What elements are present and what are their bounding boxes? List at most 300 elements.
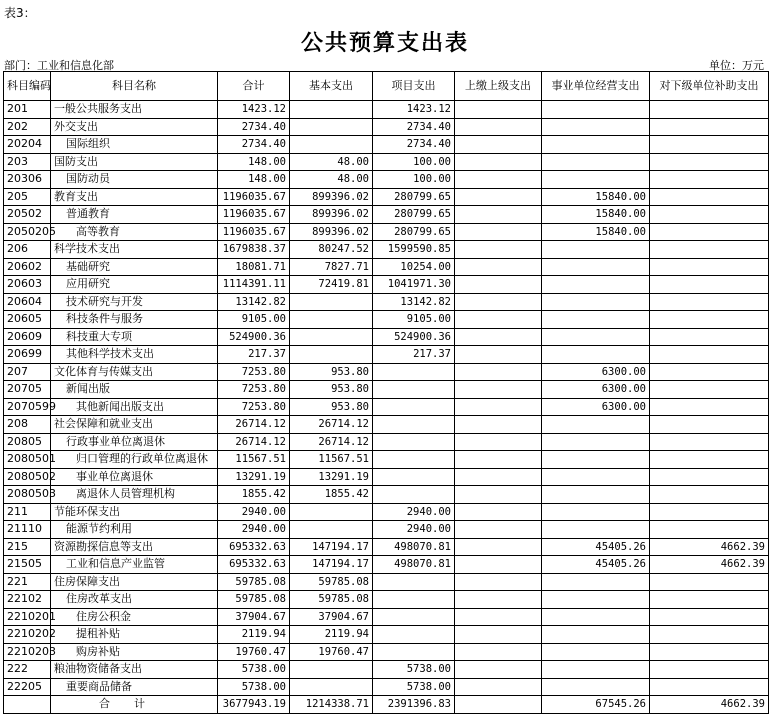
project-cell [373, 381, 455, 399]
code-cell: 2080502 [4, 468, 51, 486]
name-cell [51, 381, 218, 399]
project-cell: 100.00 [373, 153, 455, 171]
subsidy-cell [650, 661, 769, 679]
table-row [4, 101, 769, 119]
table-body [4, 101, 769, 696]
operating-cell [542, 643, 650, 661]
project-cell: 9105.00 [373, 311, 455, 329]
item-name: 提租补贴 [76, 627, 120, 641]
name-cell [51, 258, 218, 276]
name-cell [51, 486, 218, 504]
item-name: 教育支出 [54, 189, 98, 203]
project-cell: 2734.40 [373, 136, 455, 154]
subsidy-cell [650, 223, 769, 241]
upper-cell [455, 153, 542, 171]
subsidy-cell [650, 328, 769, 346]
upper-cell [455, 521, 542, 539]
upper-cell [455, 311, 542, 329]
item-name: 行政事业单位离退休 [66, 434, 165, 448]
subsidy-cell [650, 608, 769, 626]
total-cell: 7253.80 [218, 381, 290, 399]
header-code: 科目编码 [4, 72, 51, 101]
name-cell [51, 136, 218, 154]
code-cell: 20204 [4, 136, 51, 154]
basic-cell: 13291.19 [290, 468, 373, 486]
basic-cell: 899396.02 [290, 206, 373, 224]
code-cell: 20605 [4, 311, 51, 329]
item-name: 外交支出 [54, 119, 98, 133]
total-cell: 7253.80 [218, 363, 290, 381]
item-name: 社会保障和就业支出 [54, 417, 153, 431]
upper-cell [455, 573, 542, 591]
table-row [4, 608, 769, 626]
header-subsidy: 对下级单位补助支出 [650, 72, 769, 101]
code-cell: 201 [4, 101, 51, 119]
operating-cell [542, 591, 650, 609]
total-cell: 2940.00 [218, 503, 290, 521]
basic-cell [290, 661, 373, 679]
basic-cell: 7827.71 [290, 258, 373, 276]
name-cell [51, 118, 218, 136]
upper-cell [455, 363, 542, 381]
item-name: 文化体育与传媒支出 [54, 364, 153, 378]
total-cell: 2734.40 [218, 118, 290, 136]
subsidy-cell [650, 451, 769, 469]
subsidy-cell [650, 188, 769, 206]
upper-cell [455, 258, 542, 276]
upper-cell [455, 486, 542, 504]
operating-cell [542, 661, 650, 679]
code-cell: 2080501 [4, 451, 51, 469]
item-name: 国际组织 [66, 137, 110, 151]
table-row [4, 521, 769, 539]
basic-cell: 59785.08 [290, 591, 373, 609]
basic-cell: 80247.52 [290, 241, 373, 259]
total-cell: 2119.94 [218, 626, 290, 644]
name-cell [51, 433, 218, 451]
total-cell: 1423.12 [218, 101, 290, 119]
operating-cell: 6300.00 [542, 363, 650, 381]
upper-cell [455, 188, 542, 206]
name-cell [51, 241, 218, 259]
name-cell [51, 678, 218, 696]
code-cell: 2210202 [4, 626, 51, 644]
table-row [4, 346, 769, 364]
total-cell: 5738.00 [218, 678, 290, 696]
subsidy-cell [650, 101, 769, 119]
page-title: 公共预算支出表 [300, 30, 469, 56]
upper-cell [455, 101, 542, 119]
total-cell: 1196035.67 [218, 188, 290, 206]
total-cell: 1114391.11 [218, 276, 290, 294]
table-row [4, 171, 769, 189]
item-name: 离退休人员管理机构 [76, 487, 175, 501]
project-cell [373, 573, 455, 591]
upper-cell [455, 206, 542, 224]
table-row [4, 573, 769, 591]
upper-cell [455, 223, 542, 241]
total-cell: 217.37 [218, 346, 290, 364]
total-cell: 18081.71 [218, 258, 290, 276]
project-cell: 524900.36 [373, 328, 455, 346]
subsidy-cell [650, 363, 769, 381]
project-cell: 280799.65 [373, 188, 455, 206]
upper-cell [455, 538, 542, 556]
project-cell [373, 363, 455, 381]
name-cell [51, 521, 218, 539]
total-row [4, 696, 769, 714]
upper-cell [455, 468, 542, 486]
subsidy-cell [650, 521, 769, 539]
item-name: 普通教育 [66, 207, 110, 221]
name-cell [51, 153, 218, 171]
item-name: 技术研究与开发 [66, 294, 143, 308]
basic-cell: 26714.12 [290, 416, 373, 434]
upper-cell [455, 608, 542, 626]
total-cell: 26714.12 [218, 433, 290, 451]
item-name: 国防动员 [66, 172, 110, 186]
total-cell: 148.00 [218, 153, 290, 171]
header-basic: 基本支出 [290, 72, 373, 101]
subsidy-cell [650, 171, 769, 189]
basic-cell: 37904.67 [290, 608, 373, 626]
subsidy-cell [650, 398, 769, 416]
name-cell [51, 503, 218, 521]
upper-cell [455, 118, 542, 136]
upper-cell [455, 661, 542, 679]
basic-cell [290, 311, 373, 329]
subsidy-cell: 4662.39 [650, 538, 769, 556]
upper-cell [455, 678, 542, 696]
name-cell [51, 206, 218, 224]
subsidy-cell [650, 346, 769, 364]
code-cell: 21110 [4, 521, 51, 539]
operating-cell [542, 311, 650, 329]
upper-cell [455, 276, 542, 294]
code-cell: 211 [4, 503, 51, 521]
upper-cell [455, 241, 542, 259]
basic-cell: 2119.94 [290, 626, 373, 644]
item-name: 粮油物资储备支出 [54, 662, 142, 676]
subsidy-cell [650, 258, 769, 276]
table-row [4, 451, 769, 469]
operating-cell: 45405.26 [542, 538, 650, 556]
upper-cell [455, 503, 542, 521]
project-cell [373, 433, 455, 451]
project-cell: 1423.12 [373, 101, 455, 119]
table-row [4, 293, 769, 311]
total-cell: 9105.00 [218, 311, 290, 329]
name-cell [51, 538, 218, 556]
code-cell: 20705 [4, 381, 51, 399]
budget-table [3, 71, 769, 714]
basic-cell: 48.00 [290, 153, 373, 171]
upper-cell [455, 416, 542, 434]
department-label: 部门：工业和信息化部 [4, 59, 114, 72]
header-total: 合计 [218, 72, 290, 101]
item-name: 住房改革支出 [66, 592, 132, 606]
total-cell: 695332.63 [218, 556, 290, 574]
code-cell: 2080503 [4, 486, 51, 504]
name-cell [51, 276, 218, 294]
header-project: 项目支出 [373, 72, 455, 101]
table-row [4, 363, 769, 381]
item-name: 国防支出 [54, 154, 98, 168]
total-operating: 67545.26 [542, 696, 650, 714]
table-row [4, 486, 769, 504]
item-name: 一般公共服务支出 [54, 102, 142, 116]
code-cell: 222 [4, 661, 51, 679]
table-row [4, 328, 769, 346]
project-cell [373, 398, 455, 416]
item-name: 住房公积金 [76, 609, 131, 623]
table-row [4, 311, 769, 329]
total-cell: 524900.36 [218, 328, 290, 346]
basic-cell [290, 328, 373, 346]
table-row [4, 591, 769, 609]
project-cell: 217.37 [373, 346, 455, 364]
name-cell [51, 556, 218, 574]
item-name: 高等教育 [76, 224, 120, 238]
name-cell [51, 416, 218, 434]
table-row [4, 118, 769, 136]
total-cell: 26714.12 [218, 416, 290, 434]
basic-cell: 72419.81 [290, 276, 373, 294]
operating-cell [542, 328, 650, 346]
operating-cell [542, 101, 650, 119]
subsidy-cell [650, 241, 769, 259]
code-cell: 203 [4, 153, 51, 171]
project-cell: 2940.00 [373, 521, 455, 539]
subsidy-cell [650, 381, 769, 399]
code-cell: 207 [4, 363, 51, 381]
basic-cell: 147194.17 [290, 538, 373, 556]
operating-cell: 15840.00 [542, 206, 650, 224]
code-cell: 221 [4, 573, 51, 591]
code-cell: 20502 [4, 206, 51, 224]
name-cell [51, 223, 218, 241]
name-cell [51, 311, 218, 329]
code-cell: 20805 [4, 433, 51, 451]
project-cell: 280799.65 [373, 223, 455, 241]
project-cell: 100.00 [373, 171, 455, 189]
unit-label: 单位：万元 [709, 59, 764, 72]
code-cell: 20306 [4, 171, 51, 189]
total-cell: 2734.40 [218, 136, 290, 154]
code-cell: 22102 [4, 591, 51, 609]
subsidy-cell [650, 468, 769, 486]
table-row [4, 381, 769, 399]
item-name: 购房补贴 [76, 644, 120, 658]
name-cell [51, 293, 218, 311]
name-cell [51, 363, 218, 381]
project-cell: 5738.00 [373, 678, 455, 696]
operating-cell [542, 346, 650, 364]
project-cell [373, 591, 455, 609]
total-upper [455, 696, 542, 714]
basic-cell: 11567.51 [290, 451, 373, 469]
name-cell [51, 346, 218, 364]
upper-cell [455, 293, 542, 311]
item-name: 资源勘探信息等支出 [54, 539, 153, 553]
code-cell: 215 [4, 538, 51, 556]
code-cell: 2070599 [4, 398, 51, 416]
total-cell: 19760.47 [218, 643, 290, 661]
operating-cell: 45405.26 [542, 556, 650, 574]
code-cell: 20699 [4, 346, 51, 364]
upper-cell [455, 626, 542, 644]
project-cell [373, 416, 455, 434]
subsidy-cell [650, 118, 769, 136]
total-cell: 695332.63 [218, 538, 290, 556]
subsidy-cell [650, 486, 769, 504]
operating-cell [542, 451, 650, 469]
basic-cell [290, 521, 373, 539]
project-cell [373, 643, 455, 661]
name-cell [51, 643, 218, 661]
table-row [4, 188, 769, 206]
project-cell: 2734.40 [373, 118, 455, 136]
basic-cell [290, 101, 373, 119]
operating-cell [542, 136, 650, 154]
total-cell: 5738.00 [218, 661, 290, 679]
subsidy-cell [650, 573, 769, 591]
table-row [4, 136, 769, 154]
code-cell: 21505 [4, 556, 51, 574]
operating-cell [542, 503, 650, 521]
table-row [4, 678, 769, 696]
subsidy-cell [650, 591, 769, 609]
total-sum: 3677943.19 [218, 696, 290, 714]
header-upper: 上缴上级支出 [455, 72, 542, 101]
operating-cell [542, 171, 650, 189]
table-row [4, 468, 769, 486]
operating-cell [542, 626, 650, 644]
operating-cell [542, 258, 650, 276]
project-cell: 280799.65 [373, 206, 455, 224]
table-row [4, 503, 769, 521]
total-cell: 59785.08 [218, 591, 290, 609]
subsidy-cell [650, 416, 769, 434]
name-cell [51, 591, 218, 609]
header-operating: 事业单位经营支出 [542, 72, 650, 101]
code-cell: 20602 [4, 258, 51, 276]
upper-cell [455, 381, 542, 399]
subsidy-cell [650, 206, 769, 224]
header-name: 科目名称 [51, 72, 218, 101]
subsidy-cell [650, 293, 769, 311]
basic-cell [290, 678, 373, 696]
item-name: 节能环保支出 [54, 504, 120, 518]
basic-cell: 899396.02 [290, 188, 373, 206]
upper-cell [455, 398, 542, 416]
total-cell: 2940.00 [218, 521, 290, 539]
upper-cell [455, 346, 542, 364]
item-name: 归口管理的行政单位离退休 [76, 452, 208, 466]
upper-cell [455, 451, 542, 469]
table-number-label: 表3： [4, 6, 36, 20]
item-name: 基础研究 [66, 259, 110, 273]
total-basic: 1214338.71 [290, 696, 373, 714]
project-cell: 498070.81 [373, 538, 455, 556]
upper-cell [455, 328, 542, 346]
item-name: 住房保障支出 [54, 574, 120, 588]
item-name: 重要商品储备 [66, 679, 132, 693]
code-cell: 208 [4, 416, 51, 434]
subsidy-cell [650, 678, 769, 696]
operating-cell [542, 608, 650, 626]
operating-cell [542, 521, 650, 539]
upper-cell [455, 591, 542, 609]
project-cell [373, 608, 455, 626]
item-name: 工业和信息产业监管 [66, 557, 165, 571]
item-name: 科技条件与服务 [66, 312, 143, 326]
project-cell: 10254.00 [373, 258, 455, 276]
subsidy-cell [650, 643, 769, 661]
total-cell: 59785.08 [218, 573, 290, 591]
basic-cell: 953.80 [290, 381, 373, 399]
basic-cell [290, 503, 373, 521]
table-row [4, 643, 769, 661]
basic-cell: 147194.17 [290, 556, 373, 574]
item-name: 其他科学技术支出 [66, 347, 154, 361]
table-row [4, 433, 769, 451]
operating-cell [542, 276, 650, 294]
operating-cell [542, 118, 650, 136]
basic-cell: 26714.12 [290, 433, 373, 451]
total-cell: 1679838.37 [218, 241, 290, 259]
project-cell: 498070.81 [373, 556, 455, 574]
total-cell: 13291.19 [218, 468, 290, 486]
item-name: 事业单位离退休 [76, 469, 153, 483]
project-cell: 1599590.85 [373, 241, 455, 259]
name-cell [51, 573, 218, 591]
item-name: 科技重大专项 [66, 329, 132, 343]
total-label: 合计 [51, 696, 218, 714]
subsidy-cell [650, 433, 769, 451]
subsidy-cell [650, 153, 769, 171]
code-cell: 22205 [4, 678, 51, 696]
table-row [4, 661, 769, 679]
operating-cell: 15840.00 [542, 188, 650, 206]
total-cell: 7253.80 [218, 398, 290, 416]
subsidy-cell: 4662.39 [650, 556, 769, 574]
basic-cell: 19760.47 [290, 643, 373, 661]
table-row [4, 276, 769, 294]
operating-cell: 15840.00 [542, 223, 650, 241]
basic-cell [290, 118, 373, 136]
upper-cell [455, 136, 542, 154]
table-row [4, 416, 769, 434]
code-cell: 20603 [4, 276, 51, 294]
basic-cell: 899396.02 [290, 223, 373, 241]
total-cell: 11567.51 [218, 451, 290, 469]
total-cell: 148.00 [218, 171, 290, 189]
code-cell: 20604 [4, 293, 51, 311]
total-cell: 37904.67 [218, 608, 290, 626]
table-row [4, 538, 769, 556]
total-cell: 13142.82 [218, 293, 290, 311]
total-subsidy: 4662.39 [650, 696, 769, 714]
table-row [4, 241, 769, 259]
code-cell: 205 [4, 188, 51, 206]
name-cell [51, 468, 218, 486]
operating-cell: 6300.00 [542, 398, 650, 416]
basic-cell [290, 346, 373, 364]
basic-cell [290, 136, 373, 154]
upper-cell [455, 171, 542, 189]
basic-cell: 953.80 [290, 363, 373, 381]
